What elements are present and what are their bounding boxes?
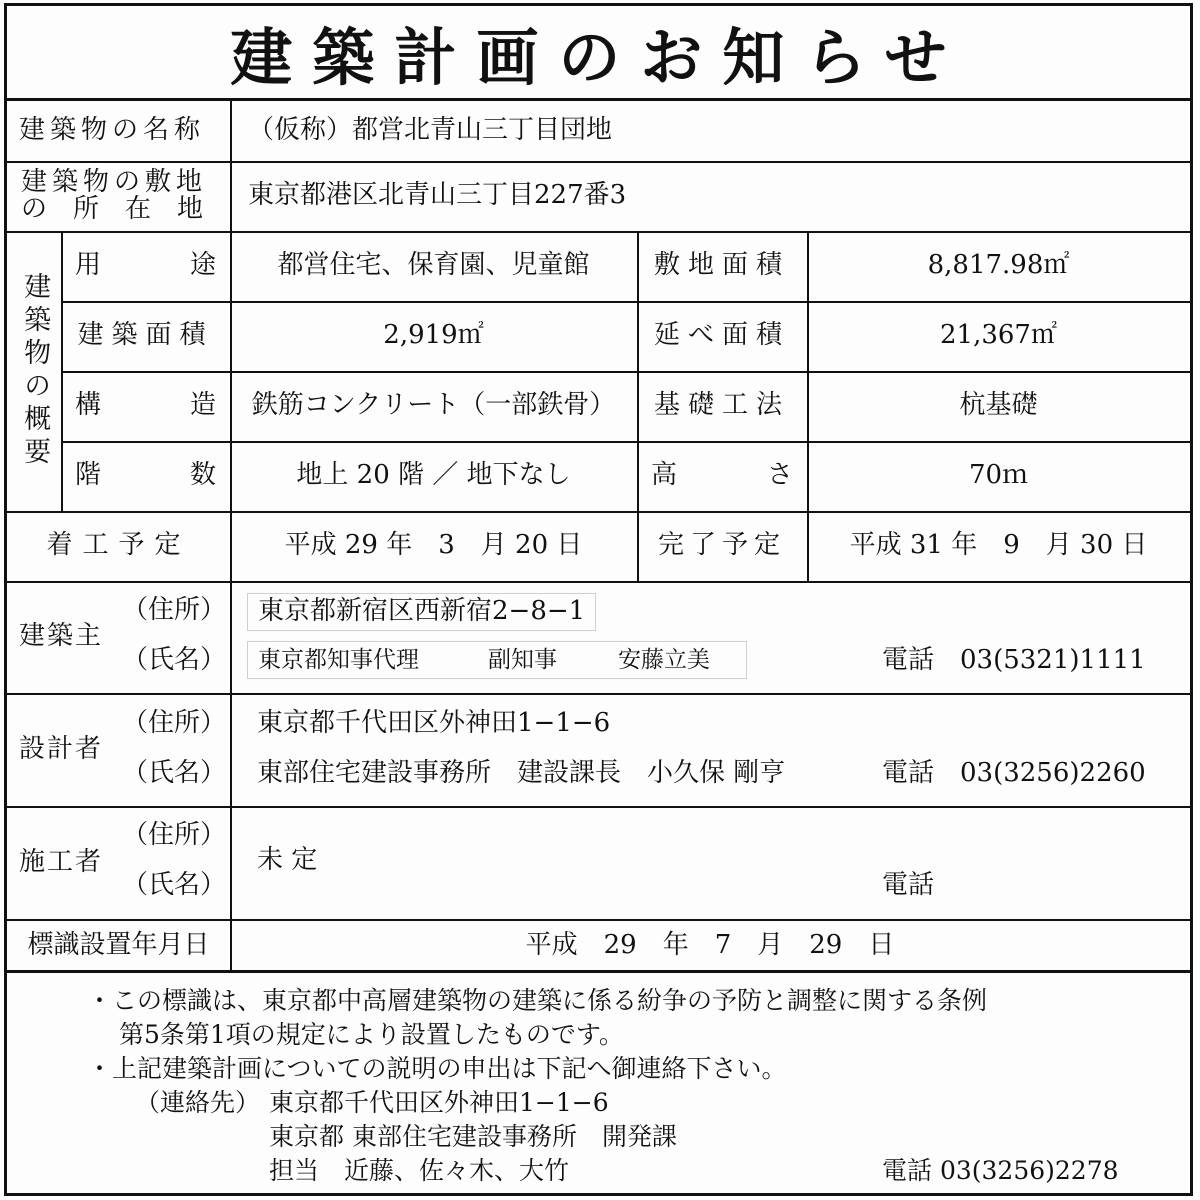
start-value: 平成 29 年 3 月 20 日	[284, 530, 583, 561]
structure-label: 構 造	[75, 390, 216, 421]
grid-line	[7, 231, 1190, 233]
sign-date-value: 平成 29 年 7 月 29 日	[525, 929, 895, 960]
building-area-value: 2,919㎡	[383, 320, 484, 351]
floors-value: 地上 20 階 ／ 地下なし	[296, 460, 571, 491]
building-name-label: 建築物の名称	[19, 115, 206, 146]
start-label: 着工予定	[46, 530, 191, 561]
total-floor-area-label: 延べ面積	[653, 320, 790, 351]
building-name-value: （仮称）都営北青山三丁目団地	[248, 115, 613, 146]
designer-address-label: （住所）	[122, 708, 227, 739]
contact-org: 東京都 東部住宅建設事務所 開発課	[269, 1122, 677, 1151]
building-area-label: 建築面積	[77, 320, 214, 351]
note-line-2: 第5条第1項の規定により設置したものです。	[119, 1020, 624, 1049]
sign-title: 建築計画のお知らせ	[7, 6, 1190, 101]
overview-group-label: 建築物の概要	[19, 272, 51, 470]
designer-name-label: （氏名）	[122, 758, 227, 789]
grid-line	[7, 806, 1190, 808]
site-label: 建築物の敷地 の 所 在 地	[21, 166, 208, 224]
contact-label: （連絡先）	[135, 1088, 261, 1117]
designer-label: 設計者	[19, 733, 104, 764]
owner-name-value: 東京都知事代理 副知事 安藤立美	[247, 641, 747, 679]
grid-line	[637, 231, 639, 581]
construction-notice-sign	[4, 3, 1193, 1196]
foundation-value: 杭基礎	[959, 390, 1038, 421]
notes-section	[7, 972, 1190, 1196]
structure-value: 鉄筋コンクリート（一部鉄骨）	[251, 390, 616, 421]
contact-phone: 電話 03(3256)2278	[882, 1156, 1119, 1185]
height-label: 高 さ	[651, 460, 793, 491]
site-value: 東京都港区北青山三丁目227番3	[248, 180, 627, 211]
site-area-label: 敷地面積	[653, 250, 790, 281]
owner-phone: 電話 03(5321)1111	[882, 645, 1146, 676]
grid-line	[7, 693, 1190, 695]
grid-line	[7, 581, 1190, 583]
grid-line	[807, 231, 809, 581]
use-label-char-1: 用	[75, 250, 102, 281]
contact-address: 東京都千代田区外神田1−1−6	[269, 1088, 609, 1117]
contractor-value: 未 定	[257, 845, 318, 876]
use-value: 都営住宅、保育園、児童館	[277, 250, 590, 281]
contractor-label: 施工者	[19, 846, 104, 877]
owner-address-value: 東京都新宿区西新宿2−8−1	[247, 593, 596, 631]
grid-line	[61, 231, 63, 511]
grid-line	[7, 161, 1190, 163]
designer-name-value: 東部住宅建設事務所 建設課長 小久保 剛亨	[257, 758, 786, 789]
height-value: 70ｍ	[968, 460, 1029, 491]
designer-address-value: 東京都千代田区外神田1−1−6	[257, 708, 611, 739]
contact-people: 担当 近藤、佐々木、大竹	[269, 1156, 570, 1185]
owner-name-label: （氏名）	[122, 645, 227, 676]
grid-line	[7, 919, 1190, 921]
end-value: 平成 31 年 9 月 30 日	[849, 530, 1148, 561]
note-line-3: ・上記建築計画についての説明の申出は下記へ御連絡下さい。	[87, 1054, 787, 1083]
site-area-value: 8,817.98㎡	[927, 250, 1070, 281]
contractor-phone: 電話	[882, 870, 935, 901]
sign-date-label: 標識設置年月日	[27, 929, 210, 960]
owner-address-label: （住所）	[122, 595, 227, 626]
grid-line	[7, 511, 1190, 513]
use-label	[61, 231, 230, 301]
designer-phone: 電話 03(3256)2260	[882, 758, 1146, 789]
contractor-address-label: （住所）	[122, 820, 227, 851]
end-label: 完了予定	[657, 530, 786, 561]
foundation-label: 基礎工法	[653, 390, 790, 421]
total-floor-area-value: 21,367㎡	[940, 320, 1057, 351]
floors-label: 階 数	[75, 460, 216, 491]
grid-line	[7, 970, 1190, 973]
use-label-char-2: 途	[189, 250, 216, 281]
grid-line	[230, 101, 232, 970]
owner-label: 建築主	[19, 621, 104, 652]
note-line-1: ・この標識は、東京都中高層建築物の建築に係る紛争の予防と調整に関する条例	[87, 986, 988, 1015]
contractor-name-label: （氏名）	[122, 870, 227, 901]
